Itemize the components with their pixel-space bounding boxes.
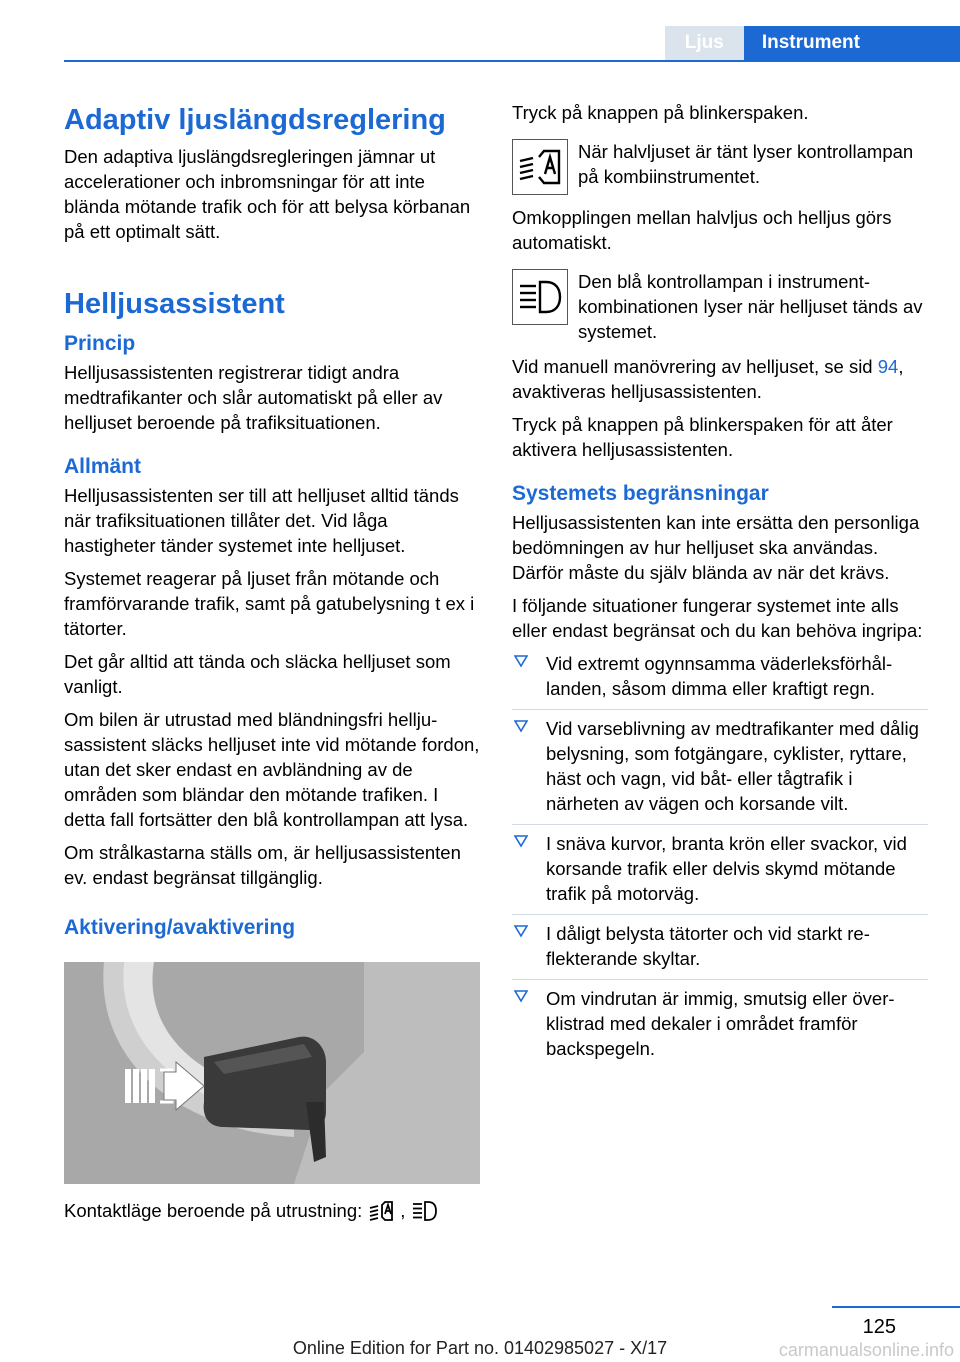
contact-position-caption [64,1198,480,1223]
heading-principle: Princip [64,332,136,355]
paragraph-limits-2: I följande situationer fungerar systemet inte alls eller endast begränsat och du kan behöva ingripa: [512,595,923,641]
list-item-text: Om vindrutan är immig, smutsig eller överklistrad med dekaler i området framför backspegeln. [546,988,895,1059]
paragraph-general-3: Det går alltid att tända och släcka helljuset som vanligt. [64,651,451,697]
list-item-text: I dåligt belysta tätorter och vid starkt reflekterande skyltar. [546,923,870,969]
heading-high-beam-assistant: Helljusassistent [64,288,285,320]
lever-illustration [64,962,480,1184]
triangle-bullet-icon [514,719,528,733]
footer-divider [832,1306,960,1308]
list-item-text: I snäva kurvor, branta krön eller svackor, vid korsande trafik eller delvis skymd mötande trafik på motorväg. [546,833,907,904]
triangle-bullet-icon [514,989,528,1003]
paragraph-indicator-high-beam: Den blå kontrollampan i instrumentkombinationen lyser när helljuset tänds av systemet. [578,271,923,342]
tab-section-ljus[interactable]: Ljus [665,26,744,60]
paragraph-adaptive-range: Den adaptiva ljuslängdsregleringen jämnar ut accelerationer och inbromsningar för att inte blända mötande trafik och för att belysa körbanan på ett optimalt sätt. [64,146,471,242]
paragraph-principle: Helljusassistenten registrerar tidigt andra medtrafikanter och slår automatiskt på eller av helljuset beroende på trafiksituationen. [64,362,443,433]
header-nav [665,26,960,60]
turn-signal-lever-photo [64,962,480,1184]
paragraph-indicator-auto: När halvljuset är tänt lyser kontrollampan på kombiinstrumentet. [578,141,914,187]
paragraph-general-5: Om strålkastarna ställs om, är helljusassistenten ev. endast begränsat tillgänglig. [64,842,461,888]
left-column [64,100,480,1223]
paragraph-press-button: Tryck på knappen på blinkerspaken. [512,102,809,123]
edition-footer: Online Edition for Part no. 01402985027 - X/17 [292,1338,668,1358]
list-item [512,651,928,710]
heading-adaptive-range: Adaptiv ljuslängdsreglering [64,104,446,136]
limitations-list [512,651,928,1069]
page-link-94[interactable]: 94 [877,356,899,377]
caption-separator: , [400,1200,406,1221]
high-beam-assist-auto-icon [368,1199,394,1223]
paragraph-general-1: Helljusassistenten ser till att helljuset alltid tänds när trafiksituationen tillåter det. Vid låga hastigheter tänder systemet inte helljuset. [64,485,459,556]
heading-system-limits: Systemets begränsningar [512,482,769,505]
indicator-row-high-beam [512,269,928,344]
watermark: carmanualsonline.info [778,1340,954,1360]
caption-text: Kontaktläge beroende på utrustning: [64,1200,363,1221]
high-beam-icon [512,269,568,325]
indicator-row-auto [512,139,928,195]
paragraph-manual-operation [512,354,928,404]
triangle-bullet-icon [514,924,528,938]
high-beam-assist-auto-icon [512,139,568,195]
paragraph-reactivate: Tryck på knappen på blinkerspaken för att åter aktivera helljusassistenten. [512,414,893,460]
tab-chapter-instrument[interactable]: Instrument [744,26,960,60]
paragraph-switching: Omkopplingen mellan halvljus och helljus görs automatiskt. [512,207,892,253]
right-column [512,100,928,1075]
triangle-bullet-icon [514,834,528,848]
heading-general: Allmänt [64,455,142,478]
list-item [512,831,928,915]
triangle-bullet-icon [514,654,528,668]
manual-text-a: Vid manuell manövrering av helljuset, se sid [512,356,878,377]
list-item-text: Vid varseblivning av medtrafikanter med dålig belysning, som fotgängare, cyklister, ryttare, häst och vagn, vid båt- eller tågtrafik i närheten av vägen och korsande vilt. [546,718,919,814]
paragraph-limits-1: Helljusassistenten kan inte ersätta den personliga bedömningen av hur helljuset ska användas. Därför måste du själv blända av när det krävs. [512,512,920,583]
paragraph-general-4: Om bilen är utrustad med bländningsfri helljusassistent släcks helljuset inte vid mötande fordon, utan det sker endast en avbländning av de områden som bländar den mötande trafiken. I detta fall fortsätter den blå kontrollampan att lysa. [64,709,480,830]
heading-activation: Aktivering/avaktivering [64,916,296,939]
paragraph-general-2: Systemet reagerar på ljuset från mötande och framförvarande trafik, samt på gatubelysning t ex i tätorter. [64,568,475,639]
list-item [512,986,928,1069]
list-item [512,921,928,980]
list-item-text: Vid extremt ogynnsamma väderleksförhållanden, såsom dimma eller kraftigt regn. [546,653,893,699]
list-item [512,716,928,825]
page-number: 125 [862,1316,896,1338]
high-beam-icon [411,1199,437,1223]
header-divider [64,60,960,62]
manual-text-b: , avaktiveras helljusassistenten. [512,356,904,402]
